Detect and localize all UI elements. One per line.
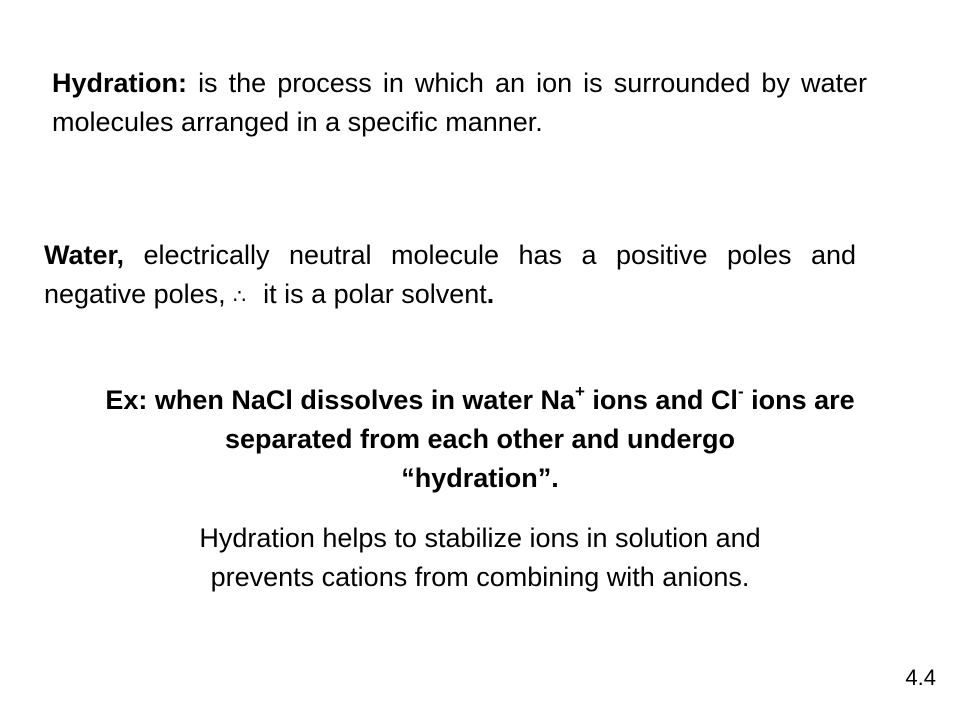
- stabilization-line-1: Hydration helps to stabilize ions in solution and: [199, 523, 761, 553]
- hydration-term: Hydration:: [52, 68, 187, 98]
- quote-open: “: [401, 463, 415, 493]
- water-term: Water,: [44, 240, 125, 270]
- hydration-definition-text: is the process in which an ion is surrounded by water molecules arranged in a specific manner.: [52, 68, 867, 137]
- example-part1: Ex: when NaCl dissolves in water Na: [105, 385, 575, 415]
- stabilization-note: [40, 519, 920, 597]
- water-text-before: electrically neutral molecule has a positive poles and negative poles,: [44, 240, 856, 309]
- therefore-icon: ∴: [233, 284, 246, 308]
- nacl-example: [40, 381, 920, 498]
- stabilization-line-2: prevents cations from combining with anions.: [210, 562, 750, 592]
- cl-charge: -: [737, 382, 744, 401]
- quote-close: ”: [537, 463, 552, 493]
- na-charge: +: [574, 382, 585, 401]
- water-text-after: it is a polar solvent: [263, 279, 487, 309]
- slide-number: 4.4: [905, 665, 936, 690]
- water-end-period: .: [486, 279, 495, 309]
- quoted-hydration: hydration: [414, 463, 538, 493]
- example-part2: ions and Cl: [584, 385, 738, 415]
- example-end-period: .: [551, 463, 559, 493]
- water-polarity-statement: [44, 236, 856, 316]
- example-part3: ions are separated from each other and undergo: [224, 385, 855, 454]
- hydration-definition: [52, 64, 867, 142]
